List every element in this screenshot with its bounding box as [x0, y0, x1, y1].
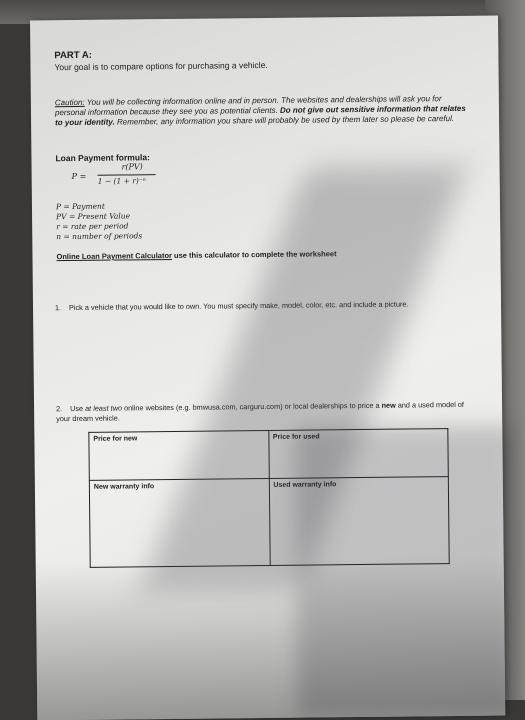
- goal-statement: Your goal is to compare options for purchasing a vehicle.: [54, 59, 268, 73]
- price-used-cell[interactable]: Price for used: [268, 429, 448, 479]
- definition-payment: P = Payment: [55, 201, 105, 212]
- question-2-strong: new: [381, 400, 396, 410]
- worksheet-page: [30, 16, 505, 720]
- question-1: [55, 300, 409, 313]
- price-comparison-table: [88, 428, 449, 568]
- table-row: [89, 477, 449, 568]
- question-2: [56, 400, 476, 424]
- question-2-text-b: online websites (e.g. bmwusa.com, carguru.com) or local dealerships to price a: [121, 400, 382, 413]
- question-2-text-c: and a used model of your dream vehicle.: [56, 399, 464, 424]
- formula-denominator: 1 − (1 + r)⁻ⁿ: [97, 176, 146, 186]
- shadow-overlay: [36, 556, 506, 720]
- caution-bold-text: Do not give out sensitive information that relates to your identity.: [55, 103, 466, 128]
- question-2-number: 2.: [56, 404, 63, 414]
- caution-text-1: You will be collecting information online and in person. The websites and dealerships will ask you for personal information because they see you as potential clients.: [54, 94, 442, 118]
- definition-present-value: PV = Present Value: [56, 211, 131, 222]
- calculator-text: use this calculator to complete the worksheet: [171, 249, 337, 260]
- definition-rate: r = rate per period: [56, 221, 129, 232]
- question-2-emphasis: at least two: [85, 403, 123, 413]
- table-row: [89, 429, 448, 481]
- calculator-instruction: [56, 249, 336, 261]
- formula-title: Loan Payment formula:: [55, 152, 150, 164]
- used-warranty-cell[interactable]: Used warranty info: [269, 477, 449, 566]
- new-warranty-cell[interactable]: New warranty info: [89, 479, 269, 568]
- formula-lhs: P =: [71, 171, 87, 182]
- price-new-cell[interactable]: Price for new: [89, 430, 269, 480]
- variable-definitions: [56, 201, 142, 242]
- part-title: PART A:: [54, 49, 92, 62]
- loan-calculator-link[interactable]: Online Loan Payment Calculator: [56, 250, 172, 262]
- caution-text-2: Remember, any information you share will probably be used by them later so please be careful.: [114, 114, 455, 127]
- question-1-number: 1.: [54, 303, 62, 313]
- question-2-text-a: Use: [70, 403, 86, 414]
- formula-numerator: r(PV): [121, 162, 143, 172]
- caution-paragraph: [55, 94, 470, 128]
- caution-label: Caution:: [54, 97, 85, 108]
- definition-periods: n = number of periods: [56, 231, 143, 242]
- loan-payment-formula: [72, 162, 182, 191]
- question-1-text: Pick a vehicle that you would like to own. You must specify make, model, color, etc. and include a picture.: [68, 299, 409, 313]
